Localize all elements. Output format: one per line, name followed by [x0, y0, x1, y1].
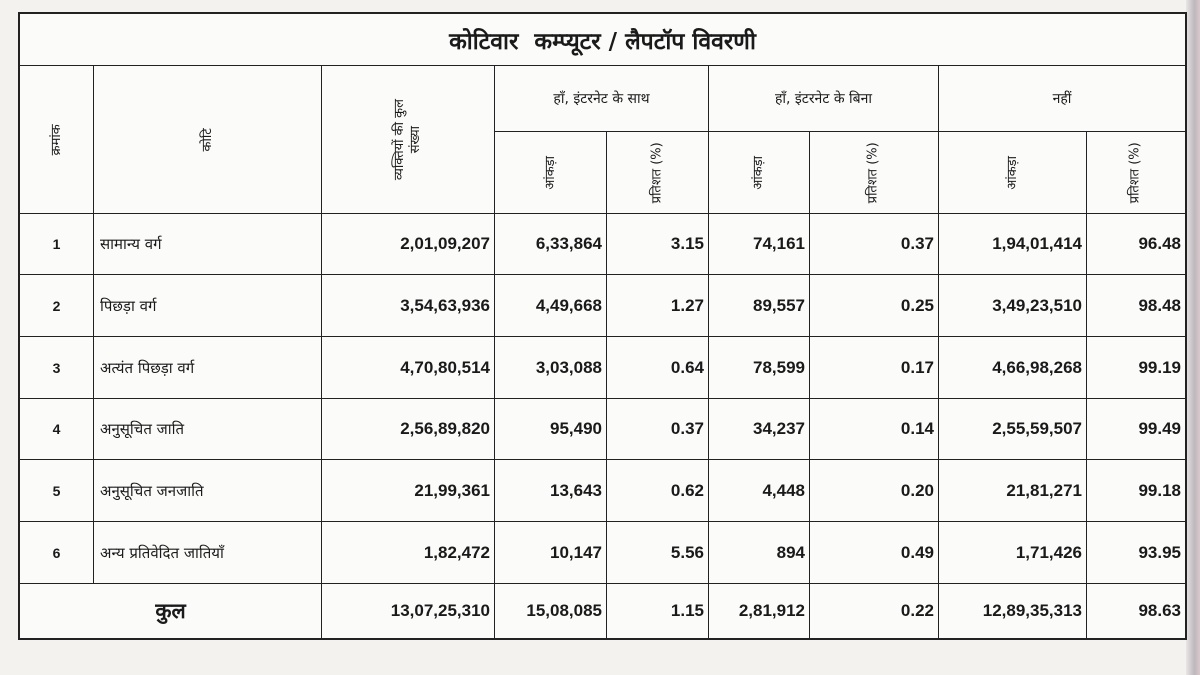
cell-value: 4,66,98,268 [992, 357, 1082, 377]
cell-value: 13,643 [550, 480, 602, 500]
cell-value: 3,03,088 [535, 357, 602, 377]
cell-value: 5 [52, 482, 61, 499]
cell-no-pct [1087, 522, 1185, 584]
cell-value: 98.48 [1138, 295, 1181, 315]
header-group-with-internet-text: हाँ, इंटरनेट के साथ [553, 91, 650, 107]
page-edge-shadow [1186, 0, 1200, 675]
cell-value: 0.49 [900, 542, 934, 562]
cell-value: 1,94,01,414 [992, 234, 1082, 253]
header-serial [20, 66, 94, 214]
subheader-with-internet-pct [607, 132, 709, 214]
subheader-with-internet-count [495, 132, 607, 214]
cell-no [939, 522, 1087, 584]
cell-value: 2,56,89,820 [400, 419, 490, 438]
cell-value: अत्यंत पिछड़ा वर्ग [100, 358, 195, 377]
cell-with-internet-pct [607, 337, 709, 399]
cell-without-internet-pct [810, 522, 939, 584]
total-value: 1.15 [670, 601, 704, 620]
header-total-persons-text [392, 99, 423, 180]
cell-no [939, 460, 1087, 522]
cell-value: 0.25 [900, 295, 934, 315]
cell-with-internet [495, 214, 607, 275]
cell-value: 0.37 [900, 234, 934, 253]
cell-category [94, 214, 322, 275]
cell-without-internet [709, 337, 810, 399]
cell-value: पिछड़ा वर्ग [100, 296, 157, 315]
table-title [20, 14, 1185, 66]
cell-total [322, 275, 495, 337]
cell-value: 2,01,09,207 [400, 234, 490, 253]
cell-category [94, 399, 322, 460]
total-value: 15,08,085 [526, 601, 602, 620]
header-group-without-internet [709, 66, 939, 132]
cell-value: अनुसूचित जाति [100, 420, 185, 438]
cell-value: 89,557 [753, 295, 805, 315]
subheader-no-pct [1087, 132, 1185, 214]
cell-value: 99.19 [1138, 357, 1181, 377]
cell-value: 0.62 [670, 480, 704, 500]
cell-no-pct [1087, 275, 1185, 337]
total-with-internet-pct [607, 584, 709, 638]
cell-category [94, 337, 322, 399]
cell-value: 2 [52, 297, 61, 314]
cell-value: 1.27 [670, 295, 704, 315]
total-no [939, 584, 1087, 638]
cell-serial [20, 399, 94, 460]
cell-value: 95,490 [550, 419, 602, 438]
cell-no [939, 214, 1087, 275]
cell-serial [20, 337, 94, 399]
cell-total [322, 399, 495, 460]
total-total [322, 584, 495, 638]
header-serial-text: क्रमांक [48, 123, 64, 156]
cell-value: 0.64 [670, 357, 704, 377]
cell-with-internet-pct [607, 522, 709, 584]
cell-serial [20, 460, 94, 522]
cell-serial [20, 214, 94, 275]
cell-value: 0.20 [900, 480, 934, 500]
total-value: 0.22 [900, 601, 934, 620]
total-with-internet [495, 584, 607, 638]
cell-category [94, 275, 322, 337]
cell-without-internet-pct [810, 399, 939, 460]
header-group-no-text: नहीं [1052, 91, 1072, 107]
cell-without-internet-pct [810, 275, 939, 337]
total-value: 13,07,25,310 [390, 601, 490, 620]
cell-value: 1,71,426 [1015, 542, 1082, 562]
cell-value: 1,82,472 [423, 542, 490, 562]
total-value: 12,89,35,313 [982, 601, 1082, 620]
cell-category [94, 460, 322, 522]
cell-serial [20, 522, 94, 584]
cell-value: 1 [52, 236, 61, 252]
cell-with-internet [495, 460, 607, 522]
cell-value: 99.49 [1138, 419, 1181, 438]
cell-no [939, 399, 1087, 460]
cell-total [322, 214, 495, 275]
cell-without-internet [709, 460, 810, 522]
cell-value: अन्य प्रतिवेदित जातियाँ [100, 543, 224, 562]
header-total-persons [322, 66, 495, 214]
cell-no [939, 337, 1087, 399]
cell-value: 4 [52, 421, 61, 437]
cell-without-internet-pct [810, 214, 939, 275]
cell-value: 4,70,80,514 [400, 357, 490, 377]
cell-value: 6 [52, 544, 61, 561]
total-label-cell [20, 584, 322, 638]
cell-value: 74,161 [753, 234, 805, 253]
table-title-text: कोटिवार कम्प्यूटर / लैपटॉप विवरणी [449, 28, 756, 55]
cell-value: अनुसूचित जनजाति [100, 481, 204, 500]
caste-wise-computer-table [18, 12, 1187, 640]
cell-value: 6,33,864 [535, 234, 602, 253]
header-group-without-internet-text: हाँ, इंटरनेट के बिना [774, 91, 873, 107]
cell-no-pct [1087, 337, 1185, 399]
total-no-pct [1087, 584, 1185, 638]
cell-value: सामान्य वर्ग [100, 235, 162, 253]
subheader-without-internet-pct [810, 132, 939, 214]
cell-no-pct [1087, 214, 1185, 275]
subheader-with-internet-count-text: आंकड़ा [542, 155, 558, 190]
total-without-internet [709, 584, 810, 638]
subheader-without-internet-count [709, 132, 810, 214]
header-category-text: कोटि [199, 127, 215, 152]
cell-total [322, 337, 495, 399]
subheader-no-count [939, 132, 1087, 214]
cell-value: 96.48 [1138, 234, 1181, 253]
cell-value: 3,49,23,510 [992, 295, 1082, 315]
cell-value: 93.95 [1138, 542, 1181, 562]
subheader-no-count-text: आंकड़ा [1004, 155, 1020, 190]
total-without-internet-pct [810, 584, 939, 638]
total-label: कुल [155, 599, 186, 623]
total-value: 2,81,912 [738, 601, 805, 620]
subheader-no-pct-text: प्रतिशत (%) [1128, 141, 1144, 204]
subheader-without-internet-pct-text: प्रतिशत (%) [866, 141, 882, 204]
cell-value: 0.17 [900, 357, 934, 377]
subheader-without-internet-count-text: आंकड़ा [751, 155, 767, 190]
cell-value: 894 [776, 542, 805, 562]
cell-with-internet-pct [607, 399, 709, 460]
cell-with-internet-pct [607, 460, 709, 522]
cell-value: 3.15 [670, 234, 704, 253]
cell-value: 21,99,361 [414, 480, 490, 500]
cell-no [939, 275, 1087, 337]
cell-value: 4,49,668 [535, 295, 602, 315]
cell-without-internet-pct [810, 337, 939, 399]
total-value: 98.63 [1138, 601, 1181, 620]
cell-value: 4,448 [762, 480, 805, 500]
cell-value: 3 [52, 359, 61, 376]
cell-value: 0.37 [670, 419, 704, 438]
header-category [94, 66, 322, 214]
cell-value: 99.18 [1138, 480, 1181, 500]
cell-serial [20, 275, 94, 337]
cell-with-internet [495, 399, 607, 460]
cell-total [322, 522, 495, 584]
cell-with-internet [495, 337, 607, 399]
cell-no-pct [1087, 399, 1185, 460]
cell-with-internet [495, 275, 607, 337]
cell-value: 78,599 [753, 357, 805, 377]
cell-without-internet [709, 214, 810, 275]
cell-with-internet-pct [607, 275, 709, 337]
cell-without-internet [709, 275, 810, 337]
cell-value: 3,54,63,936 [400, 295, 490, 315]
cell-value: 5.56 [670, 542, 704, 562]
cell-value: 21,81,271 [1006, 480, 1082, 500]
cell-value: 34,237 [753, 419, 805, 438]
header-total-persons-line1: व्यक्तियों की कुल [392, 98, 408, 181]
cell-with-internet [495, 522, 607, 584]
cell-category [94, 522, 322, 584]
cell-without-internet [709, 522, 810, 584]
header-group-no [939, 66, 1185, 132]
cell-with-internet-pct [607, 214, 709, 275]
cell-value: 10,147 [550, 542, 602, 562]
cell-total [322, 460, 495, 522]
header-total-persons-line2: संख्या [408, 125, 423, 154]
subheader-with-internet-pct-text: प्रतिशत (%) [649, 141, 665, 204]
cell-value: 2,55,59,507 [992, 419, 1082, 438]
cell-without-internet [709, 399, 810, 460]
cell-value: 0.14 [900, 419, 934, 438]
cell-without-internet-pct [810, 460, 939, 522]
cell-no-pct [1087, 460, 1185, 522]
header-group-with-internet [495, 66, 709, 132]
